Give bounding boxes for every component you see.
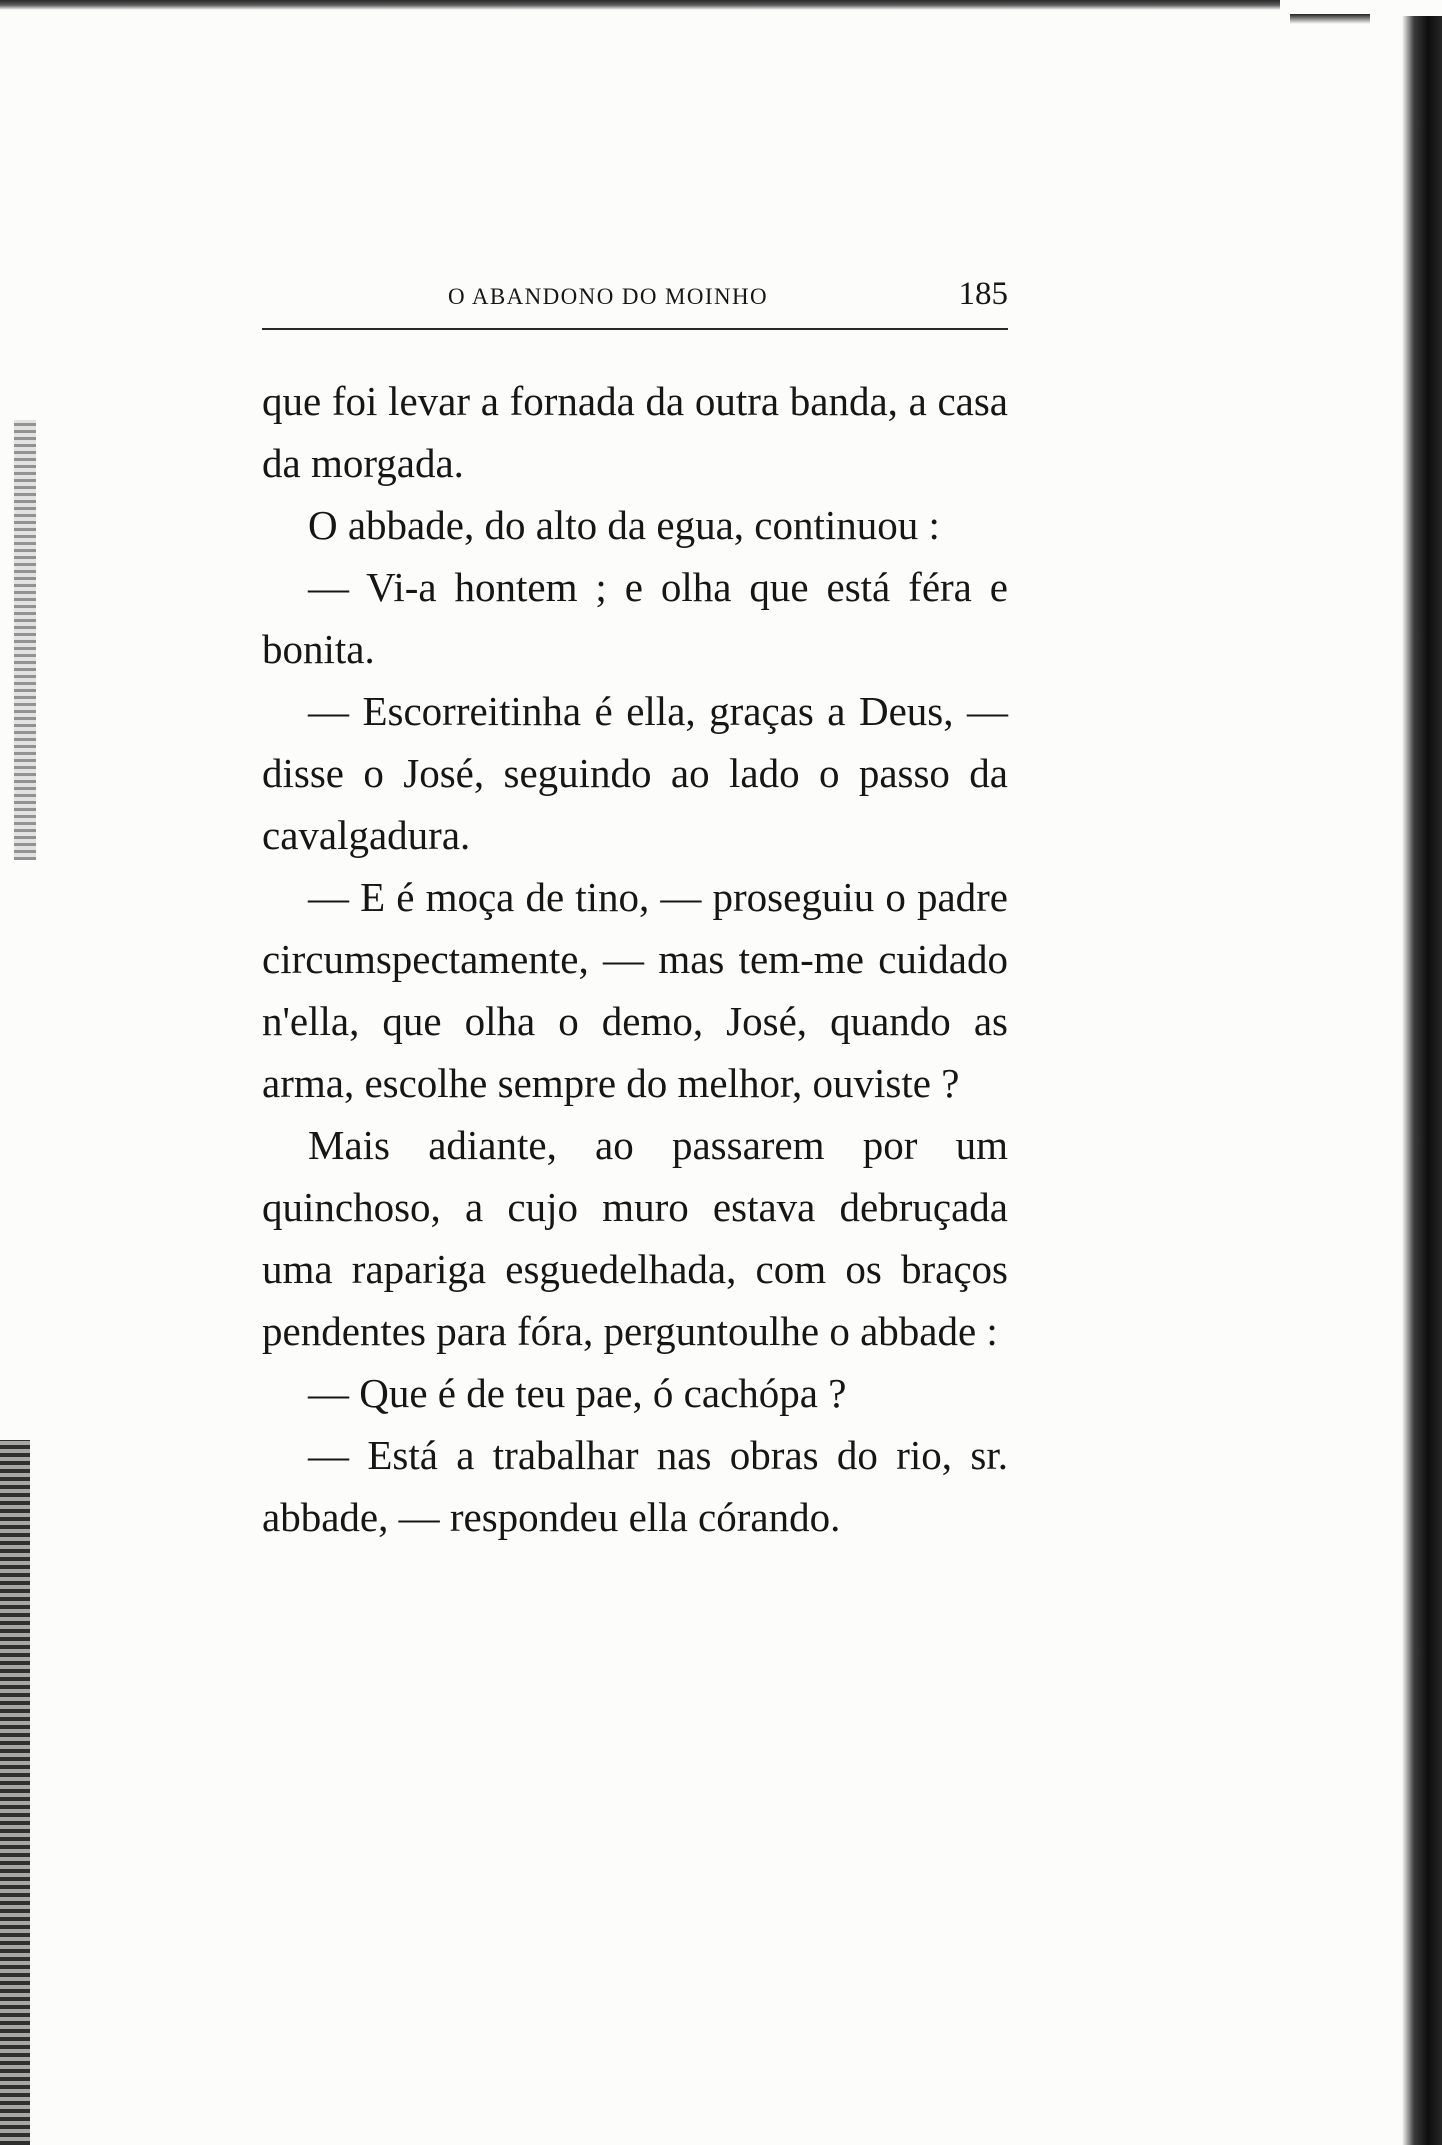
scan-edge-top-right	[1290, 14, 1370, 24]
running-header	[262, 276, 1008, 330]
paragraph: Mais adiante, ao passarem por um quinchoso, a cujo muro estava debruçada uma rapariga esguedelhada, com os braços pendentes para fóra, perguntoulhe o abbade :	[262, 1122, 1008, 1354]
paragraph: — Que é de teu pae, ó cachópa ?	[308, 1370, 847, 1416]
paragraph: — Vi-a hontem ; e olha que está féra e bonita.	[262, 564, 1008, 672]
scan-edge-right	[1402, 16, 1442, 2145]
body-text	[262, 370, 1008, 1548]
scan-edge-left-upper	[14, 420, 36, 860]
page-number: 185	[958, 276, 1008, 312]
paragraph: — E é moça de tino, — proseguiu o padre circumspectamente, — mas tem-me cuidado n'ella, que olha o demo, José, quando as arma, escolhe sempre do melhor, ouviste ?	[262, 874, 1008, 1106]
paragraph: que foi levar a fornada da outra banda, a casa da morgada.	[262, 378, 1008, 486]
scan-edge-left-lower	[0, 1440, 30, 2145]
running-title: O ABANDONO DO MOINHO	[448, 284, 768, 309]
paragraph: — Escorreitinha é ella, graças a Deus, — disse o José, seguindo ao lado o passo da cavalgadura.	[262, 688, 1008, 858]
paragraph: — Está a trabalhar nas obras do rio, sr. abbade, — respondeu ella córando.	[262, 1432, 1008, 1540]
paragraph: O abbade, do alto da egua, continuou :	[308, 502, 940, 548]
scan-edge-top	[0, 0, 1280, 10]
